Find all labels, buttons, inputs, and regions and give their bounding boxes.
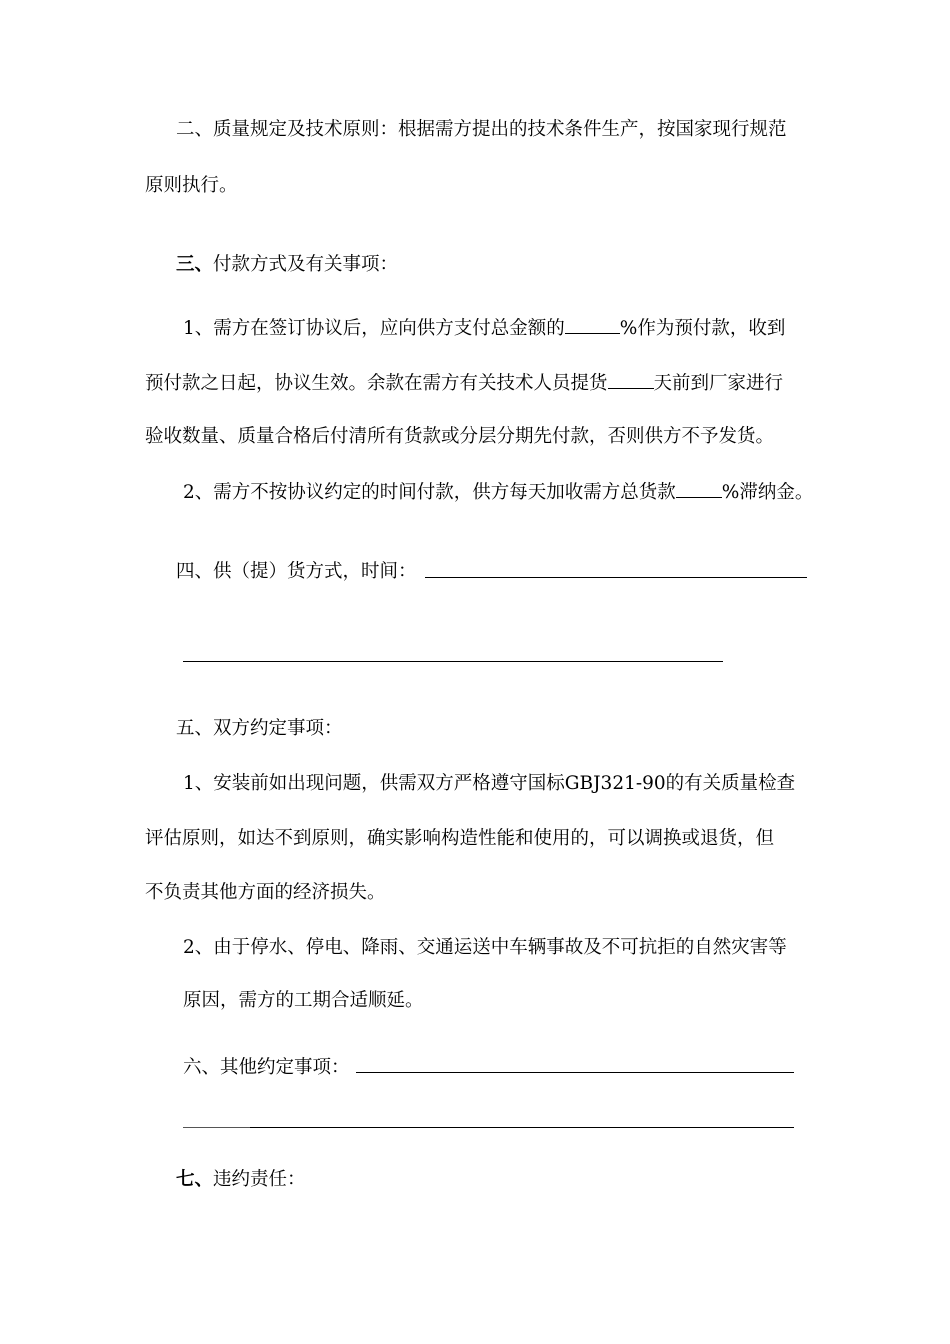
section5-item2-line2: 原因，需方的工期合适顺延。 [183,990,424,1011]
section3-heading [176,253,398,277]
section5-item1-line3: 不负责其他方面的经济损失。 [145,882,386,903]
section3-heading-text: 付款方式及有关事项： [213,254,399,275]
delivery-time-blank[interactable] [425,577,770,578]
item2-text-a: 2、需方不按协议约定的时间付款，供方每天加收需方总货款 [183,482,676,503]
section5-heading: 五、双方约定事项： [176,718,343,739]
section7-heading-num: 七、 [176,1169,214,1190]
other-terms-blank[interactable] [356,1072,794,1073]
item1-line2-text-a: 预付款之日起，协议生效。余款在需方有关技术人员提货 [145,373,608,394]
section7-heading-text: 违约责任： [213,1169,306,1190]
section3-heading-num: 三、 [176,254,214,275]
section7-heading [176,1168,306,1192]
item1-line2-text-b: 天前到厂家进行 [653,373,784,394]
section3-item2 [183,480,813,505]
section3-item1-line2 [145,371,783,396]
late-fee-percent-blank[interactable] [676,480,722,498]
section5-item1-line2: 评估原则，如达不到原则，确实影响构造性能和使用的，可以调换或退货，但 [145,828,775,849]
delivery-second-line-blank[interactable] [183,661,723,662]
section3-item1-line1 [183,316,785,341]
section4-heading: 四、供（提）货方式，时间： [176,561,417,582]
section2-line2: 原则执行。 [145,175,238,196]
item2-text-b: %滞纳金。 [721,482,814,503]
section6-heading: 六、其他约定事项： [183,1057,350,1078]
section3-item1-line3: 验收数量、质量合格后付清所有货款或分层分期先付款，否则供方不予发货。 [145,426,775,447]
pickup-days-blank[interactable] [608,371,654,389]
section5-item1-line1: 1、安装前如出现问题，供需双方严格遵守国标GBJ321-90的有关质量检查 [183,773,796,794]
section2-line1: 二、质量规定及技术原则：根据需方提出的技术条件生产，按国家现行规范 [176,119,787,140]
prepayment-percent-blank[interactable] [565,316,620,334]
item1-text-a: 1、需方在签订协议后，应向供方支付总金额的 [183,318,565,339]
item1-text-b: %作为预付款，收到 [619,318,786,339]
other-terms-second-line-start [183,1127,250,1128]
section5-item2-line1: 2、由于停水、停电、降雨、交通运送中车辆事故及不可抗拒的自然灾害等 [183,937,787,958]
delivery-time-blank-end [769,577,807,578]
other-terms-second-line-blank[interactable] [250,1127,794,1128]
